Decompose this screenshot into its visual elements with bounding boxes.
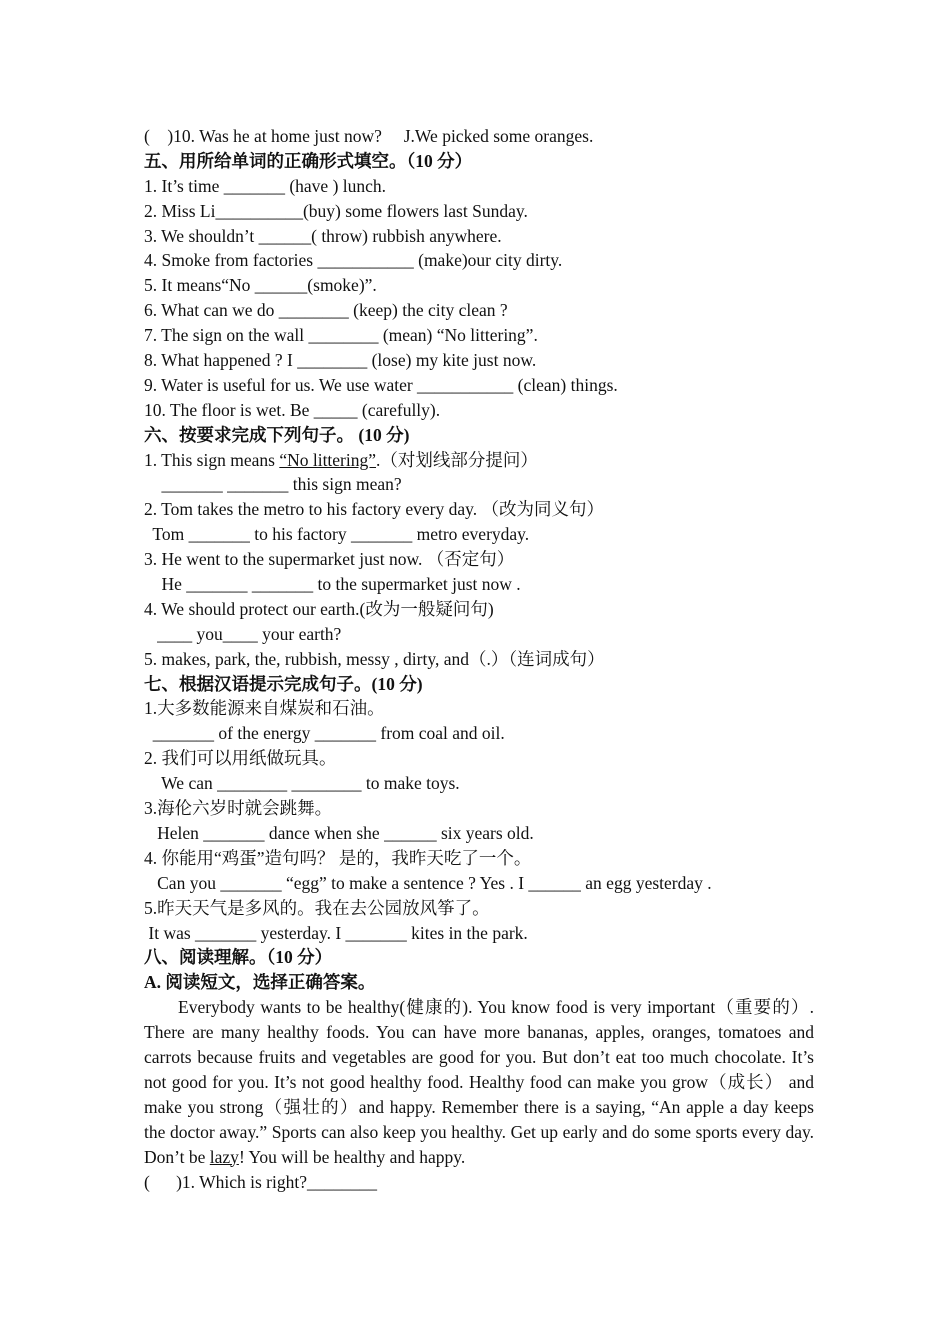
section-heading: 八、阅读理解。（10 分） (144, 947, 333, 968)
worksheet-line: Can you _______ “egg” to make a sentence ? Yes . I ______ an egg yesterday . (144, 872, 712, 893)
worksheet-line: It was _______ yesterday. I _______ kites in the park. (144, 922, 528, 943)
worksheet-line: 4. Smoke from factories ___________ (make)our city dirty. (144, 250, 563, 271)
worksheet-line: 9. Water is useful for us. We use water ___________ (clean) things. (144, 374, 618, 395)
worksheet-line: ( )10. Was he at home just now? J.We picked some oranges. (144, 126, 594, 146)
worksheet-line: 7. The sign on the wall ________ (mean) “No littering”. (144, 325, 538, 346)
worksheet-line: We can ________ ________ to make toys. (144, 773, 460, 794)
worksheet-line: 6. What can we do ________ (keep) the city clean ? (144, 300, 508, 321)
passage-text-start: Everybody wants to be healthy(健康的). You know food is very important（重要的）. There are many healthy foods. You can have more bananas, apples, oranges, tomatoes and carrots because fruits and vegetables are good for you. But don’t eat too much chocolate. It’s not good for you. It’s not good healthy food. Healthy food can make you grow（成长） and make you strong（强壮的）and happy. Remember there is a saying, “An apple a day keeps the doctor away.” Sports can also keep you healthy. Get up early and do some sports every day. Don’t be (144, 997, 814, 1167)
passage-underlined-word: lazy (209, 1146, 239, 1167)
worksheet-line: 5. It means“No ______(smoke)”. (144, 275, 377, 296)
section-heading: 六、按要求完成下列句子。 (10 分) (144, 424, 410, 445)
worksheet-line: Tom _______ to his factory _______ metro everyday. (144, 524, 530, 545)
line-text: 1. This sign means (144, 449, 280, 470)
worksheet-line: 8. What happened ? I ________ (lose) my kite just now. (144, 350, 537, 371)
worksheet-line: 2. Miss Li__________(buy) some flowers last Sunday. (144, 200, 528, 221)
worksheet-line: _______ of the energy _______ from coal and oil. (144, 723, 505, 744)
worksheet-line: 5.昨天天气是多风的。我在去公园放风筝了。 (144, 897, 490, 918)
underlined-phrase: “No littering” (279, 449, 377, 470)
passage-text-end: ! You will be healthy and happy. (238, 1146, 466, 1167)
worksheet-line (144, 448, 814, 473)
worksheet-line: 5. makes, park, the, rubbish, messy , dirty, and（.）（连词成句） (144, 648, 605, 669)
worksheet-line: 3. He went to the supermarket just now. （否定句） (144, 549, 515, 570)
worksheet-line: 3. We shouldn’t ______( throw) rubbish anywhere. (144, 225, 502, 246)
worksheet-line: 4. 你能用“鸡蛋”造句吗？ 是的，我昨天吃了一个。 (144, 847, 532, 868)
section-heading: A. 阅读短文，选择正确答案。 (144, 972, 376, 993)
section-heading: 七、根据汉语提示完成句子。(10 分) (144, 673, 423, 694)
worksheet-lines (144, 124, 814, 995)
worksheet-line: 4. We should protect our earth.(改为一般疑问句) (144, 598, 494, 619)
worksheet-line: 2. Tom takes the metro to his factory every day. （改为同义句） (144, 499, 604, 520)
worksheet-line: 2. 我们可以用纸做玩具。 (144, 748, 337, 769)
worksheet-line: 10. The floor is wet. Be _____ (carefully). (144, 399, 441, 420)
section-heading: 五、用所给单词的正确形式填空。（10 分） (144, 150, 473, 171)
worksheet-line: ____ you____ your earth? (144, 623, 342, 644)
worksheet-page (144, 124, 814, 1194)
worksheet-line: He _______ _______ to the supermarket just now . (144, 574, 521, 595)
worksheet-line: _______ _______ this sign mean? (144, 474, 402, 495)
worksheet-line: Helen _______ dance when she ______ six years old. (144, 822, 534, 843)
reading-question-1: ( )1. Which is right?________ (144, 1171, 377, 1192)
worksheet-line: 1.大多数能源来自煤炭和石油。 (144, 698, 385, 719)
reading-passage (144, 995, 814, 1169)
line-text: .（对划线部分提问） (376, 449, 538, 470)
worksheet-line: 1. It’s time _______ (have ) lunch. (144, 175, 387, 196)
worksheet-line: 3.海伦六岁时就会跳舞。 (144, 798, 333, 819)
